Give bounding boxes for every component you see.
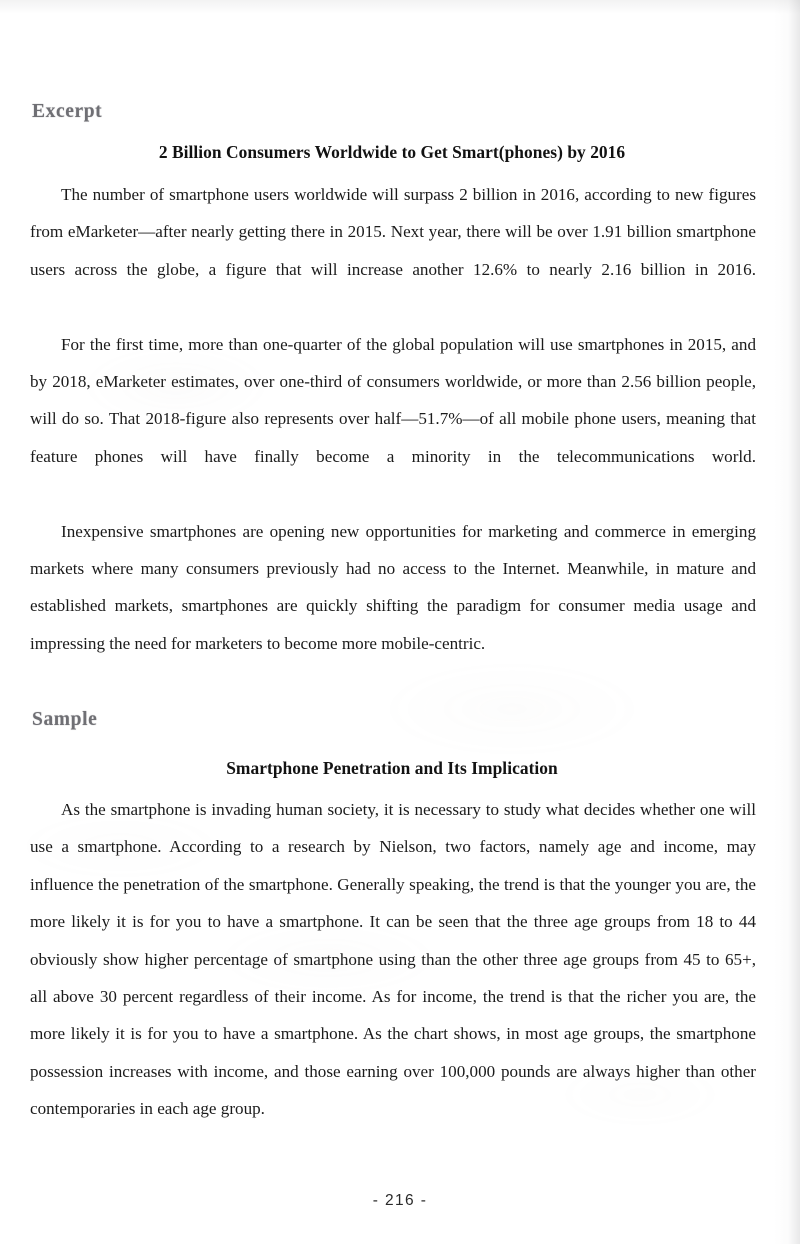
section-label-sample: Sample	[32, 709, 98, 730]
sample-paragraph-1: As the smartphone is invading human society, it is necessary to study what decides whether one will use a smartphone. According to a research by Nielson, two factors, namely age and income, may influence the penetration of the smartphone. Generally speaking, the trend is that the younger you are, the more likely it is for you to have a smartphone. It can be seen that the three age groups from 18 to 44 obviously show higher percentage of smartphone using than the other three age groups from 45 to 65+, all above 30 percent regardless of their income. As for income, the trend is that the richer you are, the more likely it is for you to have a smartphone. As the chart shows, in most age groups, the smartphone possession increases with income, and those earning over 100,000 pounds are always higher than other contemporaries in each age group.	[30, 800, 756, 1119]
section-label-excerpt: Excerpt	[32, 101, 103, 122]
sample-article-title: Smartphone Penetration and Its Implication	[226, 758, 558, 778]
excerpt-paragraph-2: For the first time, more than one-quarter of the global population will use smartphones in 2015, and by 2018, eMarketer estimates, over one-third of consumers worldwide, or more than 2.56 billion people, will do so. That 2018-figure also represents over half—51.7%—of all mobile phone users, meaning that feature phones will have finally become a minority in the telecommunications world.	[30, 334, 756, 466]
scan-edge-top-shadow	[0, 0, 800, 14]
scan-edge-right-shadow	[774, 0, 800, 1244]
excerpt-paragraph-3: Inexpensive smartphones are opening new opportunities for marketing and commerce in emerging markets where many consumers previously had no access to the Internet. Meanwhile, in mature and established markets, smartphones are quickly shifting the paradigm for consumer media usage and impressing the need for marketers to become more mobile-centric.	[30, 521, 756, 653]
page-number: - 216 -	[372, 1192, 428, 1209]
excerpt-article-title: 2 Billion Consumers Worldwide to Get Smart(phones) by 2016	[158, 142, 626, 162]
excerpt-body	[30, 176, 756, 662]
excerpt-paragraph-1: The number of smartphone users worldwide will surpass 2 billion in 2016, according to new figures from eMarketer—after nearly getting there in 2015. Next year, there will be over 1.91 billion smartphone users across the globe, a figure that will increase another 12.6% to nearly 2.16 billion in 2016.	[30, 185, 756, 279]
sample-body	[30, 791, 756, 1128]
